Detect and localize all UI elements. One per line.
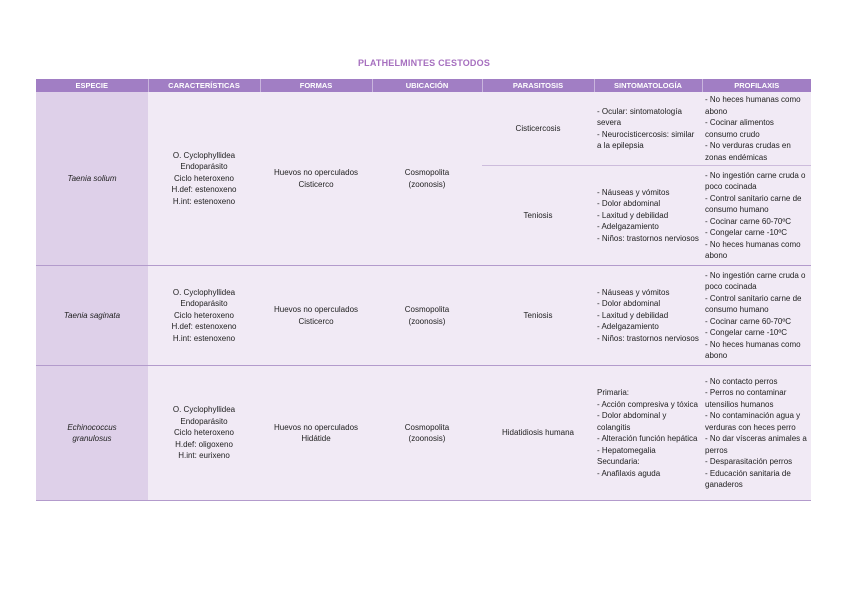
- profilaxis-cell: - No ingestión carne cruda o poco cocinada - Control sanitario carne de consumo humano - Cocinar carne 60-70ºC - Congelar carne -10ºC - No heces humanas como abono: [702, 266, 811, 366]
- species-cell: Taenia saginata: [36, 266, 148, 366]
- header-especie: ESPECIE: [36, 79, 148, 92]
- cestodos-table: [36, 79, 811, 501]
- header-formas: FORMAS: [260, 79, 372, 92]
- species-cell: Echinococcus granulosus: [36, 366, 148, 501]
- header-profilaxis: PROFILAXIS: [702, 79, 811, 92]
- parasitosis-cell: Teniosis: [482, 266, 594, 366]
- table-row: [36, 366, 811, 501]
- header-row: [36, 79, 811, 92]
- sintomatologia-cell: - Náuseas y vómitos - Dolor abdominal - Laxitud y debilidad - Adelgazamiento - Niños: trastornos nerviosos: [594, 166, 702, 266]
- header-caracteristicas: CARACTERÍSTICAS: [148, 79, 260, 92]
- formas-cell: Huevos no operculados Hidátide: [260, 366, 372, 501]
- profilaxis-cell: - No ingestión carne cruda o poco cocinada - Control sanitario carne de consumo humano - Cocinar carne 60-70ºC - Congelar carne -10ºC - No heces humanas como abono: [702, 166, 811, 266]
- formas-cell: Huevos no operculados Cisticerco: [260, 92, 372, 266]
- table-row: [36, 92, 811, 166]
- species-cell: Taenia solium: [36, 92, 148, 266]
- ubicacion-cell: Cosmopolita (zoonosis): [372, 366, 482, 501]
- caracteristicas-cell: O. Cyclophyllidea Endoparásito Ciclo heteroxeno H.def: oligoxeno H.int: eurixeno: [148, 366, 260, 501]
- header-ubicacion: UBICACIÓN: [372, 79, 482, 92]
- ubicacion-cell: Cosmopolita (zoonosis): [372, 266, 482, 366]
- parasitosis-cell: Hidatidiosis humana: [482, 366, 594, 501]
- formas-cell: Huevos no operculados Cisticerco: [260, 266, 372, 366]
- sintomatologia-cell: - Náuseas y vómitos - Dolor abdominal - Laxitud y debilidad - Adelgazamiento - Niños: trastornos nerviosos: [594, 266, 702, 366]
- parasitosis-cell: Teniosis: [482, 166, 594, 266]
- table-row: [36, 266, 811, 366]
- profilaxis-cell: - No contacto perros - Perros no contaminar utensilios humanos - No contaminación agua y verduras con heces perro - No dar vísceras animales a perros - Desparasitación perros - Educación sanitaria de ganaderos: [702, 366, 811, 501]
- sintomatologia-cell: Primaria: - Acción compresiva y tóxica - Dolor abdominal y colangitis - Alteración función hepática - Hepatomegalia Secundaria: - Anafilaxis aguda: [594, 366, 702, 501]
- header-parasitosis: PARASITOSIS: [482, 79, 594, 92]
- header-sintomatologia: SINTOMATOLOGÍA: [594, 79, 702, 92]
- page-title: PLATHELMINTES CESTODOS: [357, 58, 491, 68]
- caracteristicas-cell: O. Cyclophyllidea Endoparásito Ciclo heteroxeno H.def: estenoxeno H.int: estenoxeno: [148, 266, 260, 366]
- parasitosis-cell: Cisticercosis: [482, 92, 594, 166]
- caracteristicas-cell: O. Cyclophyllidea Endoparásito Ciclo heteroxeno H.def: estenoxeno H.int: estenoxeno: [148, 92, 260, 266]
- sintomatologia-cell: - Ocular: sintomatología severa - Neurocisticercosis: similar a la epilepsia: [594, 92, 702, 166]
- profilaxis-cell: - No heces humanas como abono - Cocinar alimentos consumo crudo - No verduras crudas en zonas endémicas: [702, 92, 811, 166]
- ubicacion-cell: Cosmopolita (zoonosis): [372, 92, 482, 266]
